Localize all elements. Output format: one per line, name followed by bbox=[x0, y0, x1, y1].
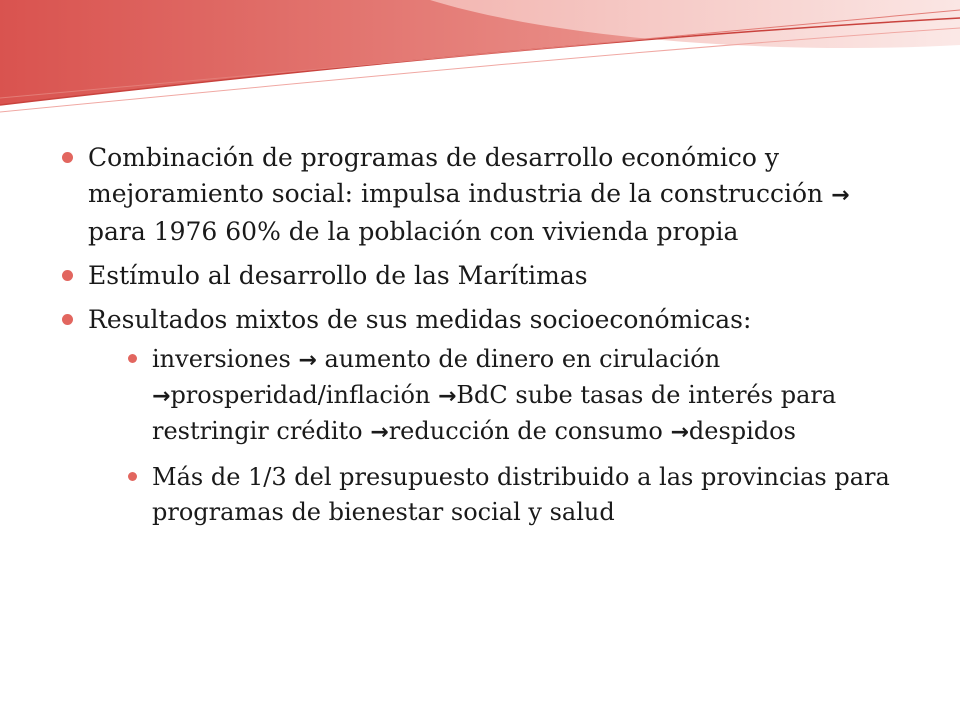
bullet-dot-icon bbox=[128, 354, 137, 363]
bullet-text: Resultados mixtos de sus medidas socioeconómicas: bbox=[88, 305, 752, 334]
sub-bullet-text: Más de 1/3 del presupuesto distribuido a las provincias para programas de bienestar social y salud bbox=[152, 463, 890, 526]
bullet-item-construction bbox=[60, 140, 900, 250]
sub-bullet-text: inversiones bbox=[152, 345, 299, 373]
right-arrow-icon: → bbox=[370, 420, 389, 445]
bullet-text: para 1976 60% de la población con vivienda propia bbox=[88, 217, 739, 246]
sub-bullet-text: reducción de consumo bbox=[388, 417, 671, 445]
bullet-item-results bbox=[60, 302, 900, 530]
sub-bullet-item-budget bbox=[114, 460, 900, 530]
sub-bullet-text: aumento de dinero en cirulación bbox=[316, 345, 721, 373]
bullet-list bbox=[60, 140, 900, 530]
bullet-item-maritimes bbox=[60, 258, 900, 294]
header-decoration bbox=[0, 0, 960, 130]
bullet-dot-icon bbox=[62, 314, 73, 325]
right-arrow-icon: → bbox=[437, 384, 457, 409]
bullet-dot-icon bbox=[128, 472, 137, 481]
bullet-text: Estímulo al desarrollo de las Marítimas bbox=[88, 261, 588, 290]
sub-bullet-text: despidos bbox=[688, 417, 796, 445]
slide-body bbox=[60, 140, 900, 540]
bullet-dot-icon bbox=[62, 270, 73, 281]
bullet-dot-icon bbox=[62, 152, 73, 163]
bullet-text: Combinación de programas de desarrollo económico y mejoramiento social: impulsa industria de la construcción bbox=[88, 143, 832, 208]
sub-bullet-list bbox=[88, 342, 900, 530]
right-arrow-icon: → bbox=[670, 420, 689, 445]
sub-bullet-item-investments bbox=[114, 342, 900, 450]
sub-bullet-text: prosperidad/inflación bbox=[170, 381, 438, 409]
sub-bullet-text: BdC sube tasas de interés para restringir crédito bbox=[152, 381, 837, 445]
right-arrow-icon: → bbox=[152, 384, 171, 409]
right-arrow-icon: → bbox=[298, 348, 317, 373]
right-arrow-icon: → bbox=[831, 183, 850, 208]
